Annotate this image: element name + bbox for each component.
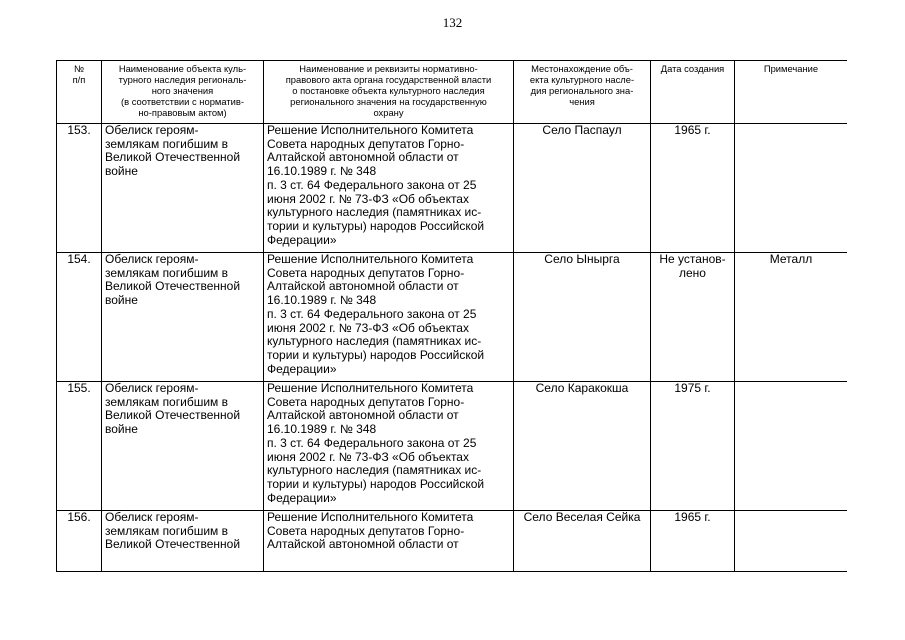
cell-location: Село Ынырга bbox=[514, 253, 651, 382]
cell-note bbox=[735, 124, 848, 253]
cell-number: 153. bbox=[57, 124, 102, 253]
cell-number: 155. bbox=[57, 382, 102, 511]
cell-location: Село Паспаул bbox=[514, 124, 651, 253]
cell-creation-date: Не установ- лено bbox=[651, 253, 735, 382]
heritage-table bbox=[56, 60, 847, 572]
cell-legal-act: Решение Исполнительного Комитета Совета народных депутатов Горно- Алтайской автономной области от 16.10.1989 г. № 348 п. 3 ст. 64 Федерального закона от 25 июня 2002 г. № 73-ФЗ «Об объектах культурного наследия (памятниках ис- тории и культуры) народов Российской Федерации» bbox=[264, 124, 514, 253]
table-row bbox=[57, 511, 848, 573]
column-header-note: Примечание bbox=[735, 61, 848, 124]
column-header-object-name: Наименование объекта куль- турного наследия региональ- ного значения (в соответствии с норматив- но-правовым актом) bbox=[102, 61, 264, 124]
page-number: 132 bbox=[442, 15, 463, 30]
cell-number: 156. bbox=[57, 511, 102, 573]
cell-location: Село Каракокша bbox=[514, 382, 651, 511]
column-header-creation-date: Дата создания bbox=[651, 61, 735, 124]
cell-object-name: Обелиск героям- землякам погибшим в Великой Отечественной bbox=[102, 511, 264, 573]
cell-note bbox=[735, 382, 848, 511]
cell-legal-act: Решение Исполнительного Комитета Совета народных депутатов Горно- Алтайской автономной области от bbox=[264, 511, 514, 573]
cell-number: 154. bbox=[57, 253, 102, 382]
cell-object-name: Обелиск героям- землякам погибшим в Великой Отечественной войне bbox=[102, 382, 264, 511]
cell-legal-act: Решение Исполнительного Комитета Совета народных депутатов Горно- Алтайской автономной области от 16.10.1989 г. № 348 п. 3 ст. 64 Федерального закона от 25 июня 2002 г. № 73-ФЗ «Об объектах культурного наследия (памятниках ис- тории и культуры) народов Российской Федерации» bbox=[264, 382, 514, 511]
column-header-location: Местонахождение объ- екта культурного насле- дия регионального зна- чения bbox=[514, 61, 651, 124]
table-row bbox=[57, 382, 848, 511]
heritage-table-container bbox=[56, 60, 847, 572]
cell-note bbox=[735, 511, 848, 573]
cell-legal-act: Решение Исполнительного Комитета Совета народных депутатов Горно- Алтайской автономной области от 16.10.1989 г. № 348 п. 3 ст. 64 Федерального закона от 25 июня 2002 г. № 73-ФЗ «Об объектах культурного наследия (памятниках ис- тории и культуры) народов Российской Федерации» bbox=[264, 253, 514, 382]
cell-location: Село Веселая Сейка bbox=[514, 511, 651, 573]
table-row bbox=[57, 124, 848, 253]
column-header-number: № п/п bbox=[57, 61, 102, 124]
table-header-row bbox=[57, 61, 848, 124]
cell-creation-date: 1975 г. bbox=[651, 382, 735, 511]
column-header-legal-act: Наименование и реквизиты нормативно- правового акта органа государственной власти о постановке объекта культурного наследия регионального значения на государственную охрану bbox=[264, 61, 514, 124]
table-row bbox=[57, 253, 848, 382]
cell-creation-date: 1965 г. bbox=[651, 124, 735, 253]
cell-note: Металл bbox=[735, 253, 848, 382]
cell-object-name: Обелиск героям- землякам погибшим в Великой Отечественной войне bbox=[102, 253, 264, 382]
cell-creation-date: 1965 г. bbox=[651, 511, 735, 573]
cell-object-name: Обелиск героям- землякам погибшим в Великой Отечественной войне bbox=[102, 124, 264, 253]
